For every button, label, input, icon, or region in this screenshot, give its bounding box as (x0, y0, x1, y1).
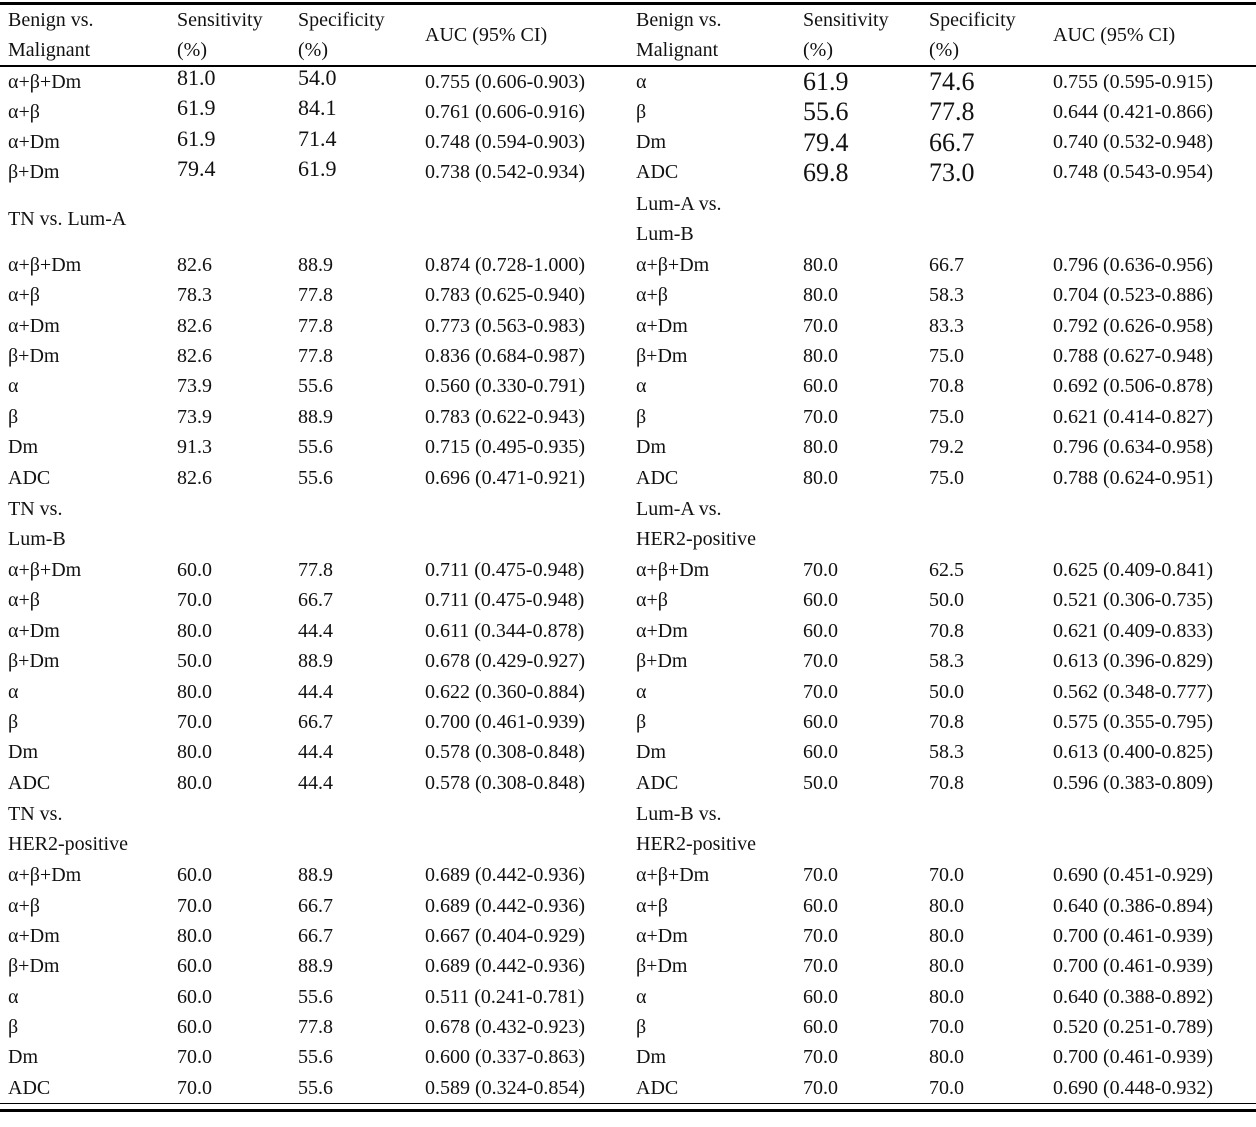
row-label: ADC (636, 161, 679, 184)
sensitivity-value: 61.9 (177, 125, 216, 151)
specificity-value: 80.0 (929, 894, 964, 917)
section-title-line: Lum-A vs. (636, 498, 722, 521)
table-row (0, 768, 1256, 798)
row-label: α+β+Dm (8, 253, 82, 276)
sensitivity-value: 80.0 (803, 345, 838, 368)
auc-value: 0.761 (0.606-0.916) (425, 100, 585, 123)
sensitivity-value: 80.0 (177, 741, 212, 764)
auc-value: 0.740 (0.532-0.948) (1053, 131, 1213, 154)
sensitivity-value: 60.0 (177, 558, 212, 581)
auc-value: 0.562 (0.348-0.777) (1053, 680, 1213, 703)
specificity-value: 55.6 (298, 1076, 333, 1099)
specificity-value: 55.6 (298, 1046, 333, 1069)
auc-value: 0.678 (0.429-0.927) (425, 650, 585, 673)
auc-value: 0.678 (0.432-0.923) (425, 1016, 585, 1039)
specificity-value: 58.3 (929, 284, 964, 307)
auc-value: 0.783 (0.622-0.943) (425, 405, 585, 428)
sensitivity-value: 61.9 (803, 67, 849, 96)
specificity-value: 70.0 (929, 1076, 964, 1099)
auc-value: 0.715 (0.495-0.935) (425, 436, 585, 459)
section-title-line: TN vs. Lum-A (8, 208, 127, 231)
table-row (0, 1073, 1256, 1103)
row-label: Dm (8, 436, 38, 459)
header-specificity-left (298, 4, 425, 67)
sensitivity-value: 69.8 (803, 157, 849, 187)
table-body (0, 66, 1256, 1104)
auc-value: 0.667 (0.404-0.929) (425, 924, 585, 947)
table-row (0, 952, 1256, 982)
row-label: β+Dm (8, 161, 60, 184)
auc-value: 0.874 (0.728-1.000) (425, 253, 585, 276)
specificity-value: 44.4 (298, 741, 333, 764)
header-auc-left: AUC (95% CI) (425, 4, 628, 67)
auc-value: 0.692 (0.506-0.878) (1053, 375, 1213, 398)
specificity-value: 83.3 (929, 314, 964, 337)
section-title (0, 798, 628, 860)
specificity-value: 77.8 (298, 345, 333, 368)
paper-table-page (0, 2, 1256, 1112)
header-comparison-left-line1: Benign vs. (8, 9, 94, 31)
section-title (628, 798, 1256, 860)
sensitivity-value: 60.0 (803, 589, 838, 612)
row-label: ADC (8, 466, 51, 489)
section-title-line: Lum-A vs. (636, 193, 722, 216)
header-comparison-right (628, 4, 803, 67)
auc-value: 0.748 (0.594-0.903) (425, 131, 585, 154)
bottom-double-rule (0, 1109, 1256, 1112)
table-row (0, 341, 1256, 371)
row-label: β (636, 405, 647, 428)
row-label: α+β (636, 894, 668, 917)
section-title-line: Lum-B vs. (636, 803, 722, 826)
sensitivity-value: 70.0 (803, 650, 838, 673)
row-label: ADC (8, 1076, 51, 1099)
sensitivity-value: 60.0 (803, 1016, 838, 1039)
specificity-value: 50.0 (929, 680, 964, 703)
auc-value: 0.690 (0.451-0.929) (1053, 864, 1213, 887)
header-sensitivity-left-line1: Sensitivity (177, 9, 263, 31)
specificity-value: 88.9 (298, 955, 333, 978)
row-label: α+β+Dm (636, 864, 710, 887)
specificity-value: 70.8 (929, 619, 964, 642)
specificity-value: 70.8 (929, 710, 964, 733)
table-row (0, 860, 1256, 890)
section-header-row (0, 493, 1256, 555)
row-label: α+Dm (8, 131, 60, 154)
auc-value: 0.711 (0.475-0.948) (425, 558, 585, 581)
auc-value: 0.621 (0.414-0.827) (1053, 405, 1213, 428)
auc-value: 0.640 (0.388-0.892) (1053, 985, 1213, 1008)
row-label: Dm (636, 1046, 666, 1069)
table-row (0, 158, 1256, 188)
section-title (628, 493, 1256, 555)
sensitivity-value: 70.0 (803, 1046, 838, 1069)
specificity-value: 55.6 (298, 466, 333, 489)
auc-value: 0.783 (0.625-0.940) (425, 284, 585, 307)
header-sensitivity-right-line1: Sensitivity (803, 9, 889, 31)
sensitivity-value: 61.9 (177, 95, 216, 121)
specificity-value: 54.0 (298, 65, 337, 90)
sensitivity-value: 80.0 (177, 619, 212, 642)
row-label: α+β+Dm (8, 864, 82, 887)
specificity-value: 75.0 (929, 466, 964, 489)
row-label: β+Dm (8, 345, 60, 368)
header-sensitivity-right (803, 4, 929, 67)
auc-value: 0.625 (0.409-0.841) (1053, 558, 1213, 581)
sensitivity-value: 91.3 (177, 436, 212, 459)
sensitivity-value: 80.0 (803, 466, 838, 489)
row-label: β+Dm (636, 650, 688, 673)
table-row (0, 372, 1256, 402)
row-label: α+Dm (8, 924, 60, 947)
table-row (0, 707, 1256, 737)
header-specificity-right (929, 4, 1053, 67)
sensitivity-value: 55.6 (803, 97, 849, 127)
row-label: α+β (636, 284, 668, 307)
auc-value: 0.700 (0.461-0.939) (1053, 924, 1213, 947)
section-title-line: TN vs. (8, 803, 63, 826)
sensitivity-value: 60.0 (177, 955, 212, 978)
specificity-value: 44.4 (298, 680, 333, 703)
sensitivity-value: 79.4 (177, 155, 216, 181)
auc-value: 0.696 (0.471-0.921) (425, 466, 585, 489)
specificity-value: 75.0 (929, 345, 964, 368)
sensitivity-value: 70.0 (803, 924, 838, 947)
specificity-value: 74.6 (929, 67, 975, 96)
row-label: Dm (636, 131, 666, 154)
specificity-value: 66.7 (929, 253, 964, 276)
auc-value: 0.711 (0.475-0.948) (425, 589, 585, 612)
specificity-value: 88.9 (298, 405, 333, 428)
auc-value: 0.578 (0.308-0.848) (425, 741, 585, 764)
auc-value: 0.575 (0.355-0.795) (1053, 710, 1213, 733)
row-label: α (8, 375, 19, 398)
table-row (0, 463, 1256, 493)
sensitivity-value: 50.0 (803, 771, 838, 794)
sensitivity-value: 78.3 (177, 284, 212, 307)
table-row (0, 891, 1256, 921)
row-label: β (636, 710, 647, 733)
sensitivity-value: 70.0 (803, 680, 838, 703)
sensitivity-value: 82.6 (177, 466, 212, 489)
table-row (0, 646, 1256, 676)
row-label: β+Dm (8, 650, 60, 673)
sensitivity-value: 80.0 (177, 924, 212, 947)
row-label: α (636, 70, 647, 93)
section-title-line: HER2-positive (636, 528, 756, 551)
table-row (0, 555, 1256, 585)
header-auc-right: AUC (95% CI) (1053, 4, 1256, 67)
row-label: ADC (8, 771, 51, 794)
specificity-value: 71.4 (298, 125, 337, 151)
auc-value: 0.788 (0.624-0.951) (1053, 466, 1213, 489)
auc-value: 0.644 (0.421-0.866) (1053, 100, 1213, 123)
specificity-value: 75.0 (929, 405, 964, 428)
specificity-value: 66.7 (298, 710, 333, 733)
row-label: β (8, 1016, 19, 1039)
sensitivity-value: 60.0 (177, 1016, 212, 1039)
row-label: β+Dm (8, 955, 60, 978)
auc-value: 0.689 (0.442-0.936) (425, 864, 585, 887)
specificity-value: 66.7 (298, 589, 333, 612)
sensitivity-value: 60.0 (177, 985, 212, 1008)
specificity-value: 84.1 (298, 95, 337, 121)
header-specificity-right-line2: (%) (929, 39, 959, 61)
auc-value: 0.773 (0.563-0.983) (425, 314, 585, 337)
sensitivity-value: 60.0 (803, 741, 838, 764)
row-label: ADC (636, 771, 679, 794)
auc-value: 0.704 (0.523-0.886) (1053, 284, 1213, 307)
header-sensitivity-left-line2: (%) (177, 39, 207, 61)
auc-value: 0.689 (0.442-0.936) (425, 894, 585, 917)
sensitivity-value: 50.0 (177, 650, 212, 673)
sensitivity-value: 70.0 (177, 710, 212, 733)
header-sensitivity-right-line2: (%) (803, 39, 833, 61)
row-label: α (636, 375, 647, 398)
sensitivity-value: 82.6 (177, 253, 212, 276)
row-label: β (636, 100, 647, 123)
auc-value: 0.511 (0.241-0.781) (425, 985, 585, 1008)
table-row (0, 250, 1256, 280)
sensitivity-value: 70.0 (803, 864, 838, 887)
sensitivity-value: 70.0 (803, 314, 838, 337)
specificity-value: 70.0 (929, 1016, 964, 1039)
specificity-value: 55.6 (298, 985, 333, 1008)
row-label: β (8, 405, 19, 428)
specificity-value: 80.0 (929, 924, 964, 947)
sensitivity-value: 81.0 (177, 65, 216, 90)
table-row (0, 616, 1256, 646)
section-title-line: Lum-B (636, 223, 694, 246)
row-label: β (636, 1016, 647, 1039)
row-label: α+β+Dm (636, 253, 710, 276)
table-row (0, 402, 1256, 432)
specificity-value: 80.0 (929, 985, 964, 1008)
row-label: α (636, 680, 647, 703)
auc-value: 0.755 (0.606-0.903) (425, 70, 585, 93)
section-title-line: HER2-positive (8, 833, 128, 856)
auc-value: 0.748 (0.543-0.954) (1053, 161, 1213, 184)
header-comparison-left (0, 4, 177, 67)
auc-value: 0.788 (0.627-0.948) (1053, 345, 1213, 368)
sensitivity-value: 70.0 (177, 1076, 212, 1099)
header-comparison-left-line2: Malignant (8, 39, 91, 61)
row-label: α+Dm (636, 619, 688, 642)
header-specificity-left-line1: Specificity (298, 9, 385, 31)
row-label: α+β (8, 284, 40, 307)
auc-value: 0.521 (0.306-0.735) (1053, 589, 1213, 612)
specificity-value: 66.7 (929, 127, 975, 157)
table-row (0, 982, 1256, 1012)
row-label: β (8, 710, 19, 733)
specificity-value: 79.2 (929, 436, 964, 459)
auc-value: 0.613 (0.396-0.829) (1053, 650, 1213, 673)
sensitivity-value: 80.0 (803, 436, 838, 459)
auc-value: 0.611 (0.344-0.878) (425, 619, 585, 642)
diagnostic-performance-table (0, 2, 1256, 1104)
specificity-value: 55.6 (298, 436, 333, 459)
sensitivity-value: 82.6 (177, 314, 212, 337)
table-row (0, 738, 1256, 768)
specificity-value: 77.8 (298, 1016, 333, 1039)
sensitivity-value: 70.0 (803, 1076, 838, 1099)
table-row (0, 677, 1256, 707)
row-label: α+β (636, 589, 668, 612)
sensitivity-value: 60.0 (803, 894, 838, 917)
sensitivity-value: 70.0 (177, 589, 212, 612)
auc-value: 0.600 (0.337-0.863) (425, 1046, 585, 1069)
sensitivity-value: 60.0 (803, 375, 838, 398)
row-label: ADC (636, 1076, 679, 1099)
table-header-row (0, 4, 1256, 67)
specificity-value: 88.9 (298, 864, 333, 887)
row-label: Dm (8, 1046, 38, 1069)
sensitivity-value: 80.0 (803, 284, 838, 307)
sensitivity-value: 82.6 (177, 345, 212, 368)
sensitivity-value: 60.0 (803, 619, 838, 642)
section-header-row (0, 188, 1256, 250)
specificity-value: 44.4 (298, 619, 333, 642)
specificity-value: 80.0 (929, 955, 964, 978)
row-label: α+Dm (8, 314, 60, 337)
row-label: α+β+Dm (8, 70, 82, 93)
row-label: α+Dm (636, 924, 688, 947)
specificity-value: 70.8 (929, 771, 964, 794)
specificity-value: 70.8 (929, 375, 964, 398)
specificity-value: 88.9 (298, 650, 333, 673)
specificity-value: 62.5 (929, 558, 964, 581)
auc-value: 0.700 (0.461-0.939) (425, 710, 585, 733)
specificity-value: 55.6 (298, 375, 333, 398)
row-label: α+β+Dm (636, 558, 710, 581)
auc-value: 0.755 (0.595-0.915) (1053, 70, 1213, 93)
table-row (0, 1012, 1256, 1042)
specificity-value: 66.7 (298, 924, 333, 947)
row-label: Dm (636, 741, 666, 764)
header-sensitivity-left (177, 4, 298, 67)
auc-value: 0.738 (0.542-0.934) (425, 161, 585, 184)
row-label: α (8, 985, 19, 1008)
table-row (0, 433, 1256, 463)
table-row (0, 586, 1256, 616)
auc-value: 0.836 (0.684-0.987) (425, 345, 585, 368)
row-label: β+Dm (636, 345, 688, 368)
sensitivity-value: 79.4 (803, 127, 849, 157)
table-row (0, 921, 1256, 951)
auc-value: 0.589 (0.324-0.854) (425, 1076, 585, 1099)
specificity-value: 66.7 (298, 894, 333, 917)
header-comparison-right-line1: Benign vs. (636, 9, 722, 31)
specificity-value: 58.3 (929, 650, 964, 673)
row-label: β+Dm (636, 955, 688, 978)
auc-value: 0.796 (0.636-0.956) (1053, 253, 1213, 276)
specificity-value: 44.4 (298, 771, 333, 794)
auc-value: 0.560 (0.330-0.791) (425, 375, 585, 398)
row-label: α (636, 985, 647, 1008)
table-row (0, 281, 1256, 311)
auc-value: 0.690 (0.448-0.932) (1053, 1076, 1213, 1099)
section-title (628, 188, 1256, 250)
auc-value: 0.700 (0.461-0.939) (1053, 1046, 1213, 1069)
row-label: α+β (8, 589, 40, 612)
row-label: α (8, 680, 19, 703)
specificity-value: 77.8 (298, 558, 333, 581)
auc-value: 0.596 (0.383-0.809) (1053, 771, 1213, 794)
auc-value: 0.689 (0.442-0.936) (425, 955, 585, 978)
specificity-value: 77.8 (298, 314, 333, 337)
auc-value: 0.621 (0.409-0.833) (1053, 619, 1213, 642)
auc-value: 0.700 (0.461-0.939) (1053, 955, 1213, 978)
sensitivity-value: 70.0 (177, 894, 212, 917)
row-label: ADC (636, 466, 679, 489)
specificity-value: 61.9 (298, 155, 337, 181)
auc-value: 0.520 (0.251-0.789) (1053, 1016, 1213, 1039)
specificity-value: 88.9 (298, 253, 333, 276)
specificity-value: 77.8 (298, 284, 333, 307)
table-row (0, 1043, 1256, 1073)
row-label: α+β (8, 100, 40, 123)
auc-value: 0.640 (0.386-0.894) (1053, 894, 1213, 917)
specificity-value: 73.0 (929, 157, 975, 187)
row-label: Dm (8, 741, 38, 764)
section-title-line: HER2-positive (636, 833, 756, 856)
section-title-line: Lum-B (8, 528, 66, 551)
sensitivity-value: 60.0 (803, 710, 838, 733)
sensitivity-value: 73.9 (177, 405, 212, 428)
auc-value: 0.578 (0.308-0.848) (425, 771, 585, 794)
header-comparison-right-line2: Malignant (636, 39, 719, 61)
sensitivity-value: 73.9 (177, 375, 212, 398)
auc-value: 0.796 (0.634-0.958) (1053, 436, 1213, 459)
sensitivity-value: 80.0 (803, 253, 838, 276)
row-label: Dm (636, 436, 666, 459)
sensitivity-value: 70.0 (803, 405, 838, 428)
sensitivity-value: 80.0 (177, 680, 212, 703)
specificity-value: 70.0 (929, 864, 964, 887)
section-title (0, 188, 628, 250)
sensitivity-value: 80.0 (177, 771, 212, 794)
specificity-value: 58.3 (929, 741, 964, 764)
section-header-row (0, 798, 1256, 860)
sensitivity-value: 70.0 (177, 1046, 212, 1069)
specificity-value: 77.8 (929, 97, 975, 127)
auc-value: 0.622 (0.360-0.884) (425, 680, 585, 703)
specificity-value: 80.0 (929, 1046, 964, 1069)
row-label: α+Dm (8, 619, 60, 642)
header-specificity-left-line2: (%) (298, 39, 328, 61)
auc-value: 0.613 (0.400-0.825) (1053, 741, 1213, 764)
row-label: α+β+Dm (8, 558, 82, 581)
sensitivity-value: 70.0 (803, 558, 838, 581)
row-label: α+β (8, 894, 40, 917)
table-row (0, 311, 1256, 341)
sensitivity-value: 60.0 (177, 864, 212, 887)
section-title (0, 493, 628, 555)
section-title-line: TN vs. (8, 498, 63, 521)
specificity-value: 50.0 (929, 589, 964, 612)
auc-value: 0.792 (0.626-0.958) (1053, 314, 1213, 337)
sensitivity-value: 60.0 (803, 985, 838, 1008)
row-label: α+Dm (636, 314, 688, 337)
header-specificity-right-line1: Specificity (929, 9, 1016, 31)
sensitivity-value: 70.0 (803, 955, 838, 978)
